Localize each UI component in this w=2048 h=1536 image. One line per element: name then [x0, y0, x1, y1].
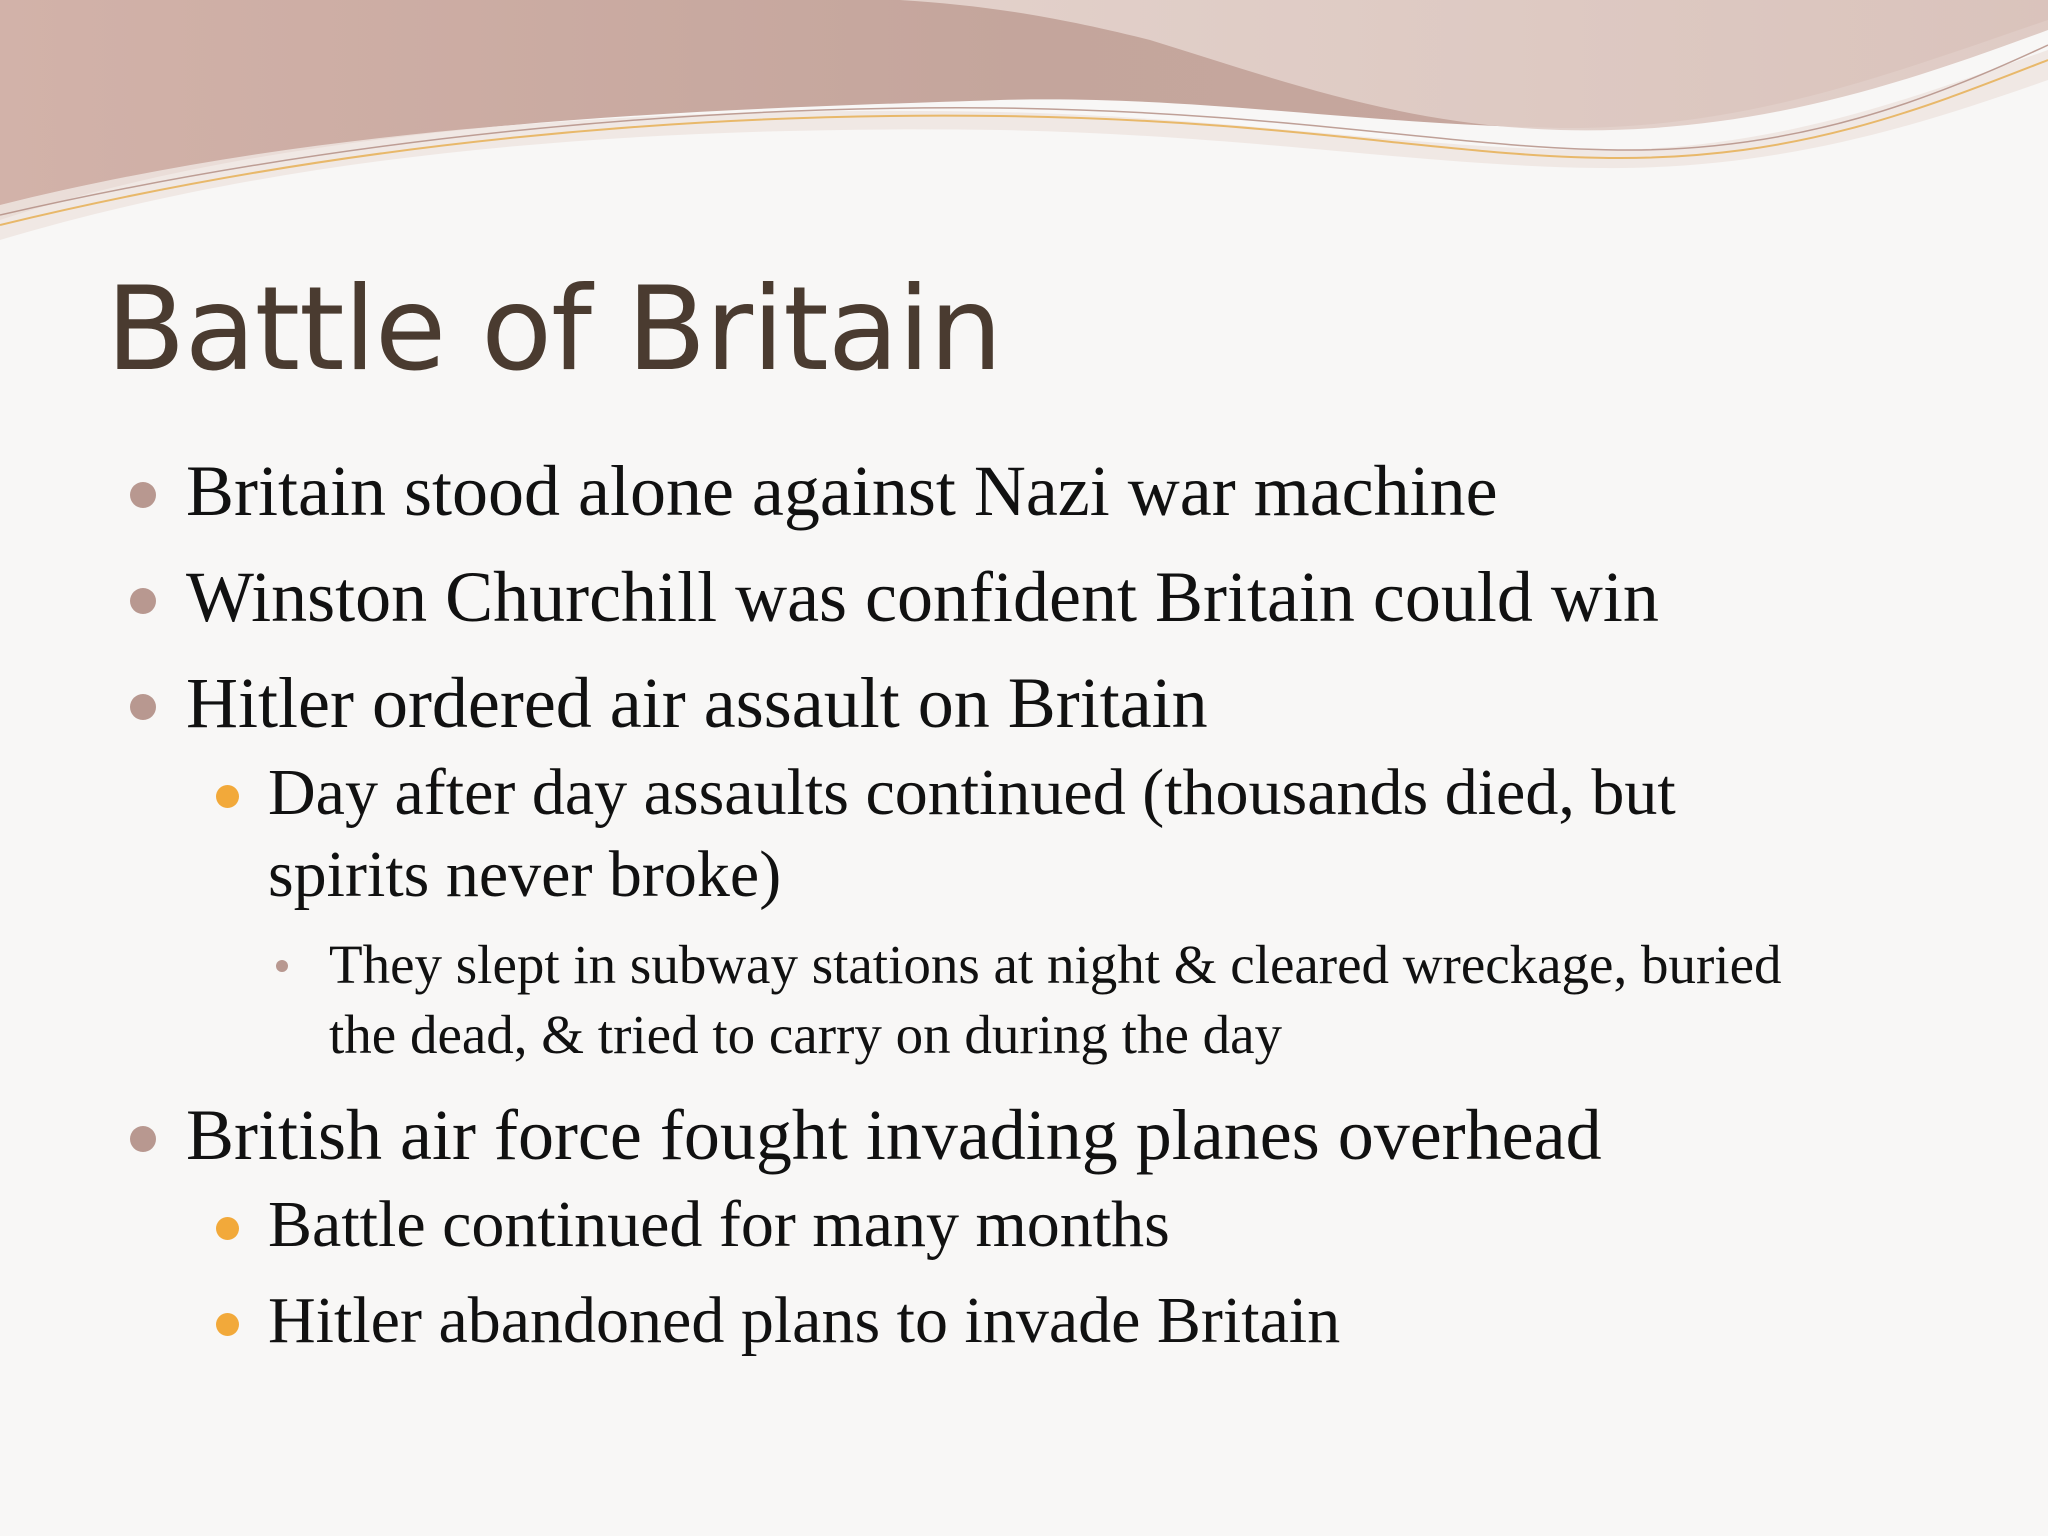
sub-list-item: [0, 1184, 1848, 1266]
bullet-dot-icon: [216, 1313, 239, 1336]
list-item-text: Britain stood alone against Nazi war machine: [186, 451, 1498, 531]
bullet-dot-icon: [130, 482, 156, 508]
bullet-dot-icon: [216, 785, 239, 808]
bullet-dot-icon: [130, 588, 156, 614]
slide-title: Battle of Britain: [106, 262, 1002, 397]
sub-list-item: [0, 1280, 1848, 1362]
list-item-text: British air force fought invading planes overhead: [186, 1095, 1602, 1175]
list-item: [0, 554, 2048, 640]
list-item: [0, 660, 2048, 746]
list-item-text: Winston Churchill was confident Britain could win: [186, 557, 1659, 637]
sub-sub-list-item: [0, 930, 1829, 1070]
bullet-dot-icon: [276, 960, 288, 972]
bullet-dot-icon: [130, 1126, 156, 1152]
bullet-dot-icon: [216, 1217, 239, 1240]
sub-list-item-text: Battle continued for many months: [268, 1188, 1170, 1261]
list-item: [0, 448, 2048, 534]
sub-list-item: [0, 752, 1848, 916]
sub-list-item-text: Hitler abandoned plans to invade Britain: [268, 1284, 1341, 1357]
header-wave-decoration: [0, 0, 2048, 260]
sub-list-item-text: Day after day assaults continued (thousands died, but spirits never broke): [268, 756, 1676, 911]
list-item: [0, 1092, 2048, 1178]
list-item-text: Hitler ordered air assault on Britain: [186, 663, 1208, 743]
bullet-dot-icon: [130, 694, 156, 720]
bullet-list: [0, 448, 2048, 1376]
sub-sub-list-item-text: They slept in subway stations at night & cleared wreckage, buried the dead, & tried to carry on during the day: [329, 934, 1782, 1065]
